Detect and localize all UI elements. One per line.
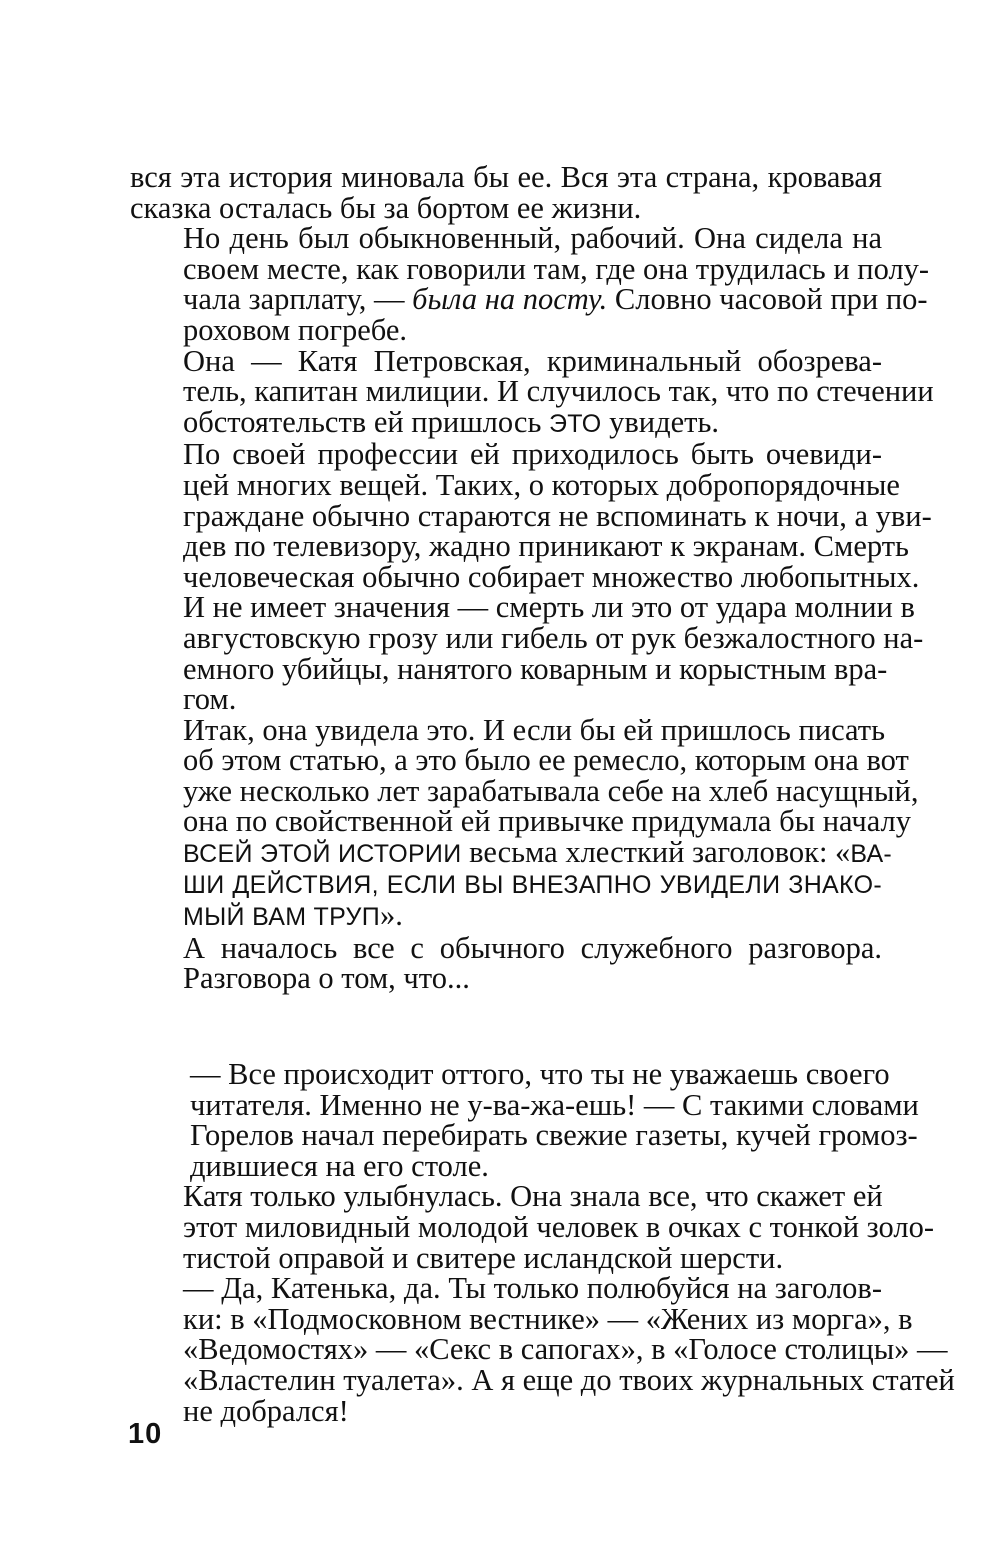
text-line: своем месте, как говорили там, где она трудилась и полу- bbox=[183, 251, 930, 286]
text-line: граждане обычно стараются не вспоминать к ночи, а уви- bbox=[183, 498, 932, 533]
text-fragment: Словно часовой при по- bbox=[607, 282, 928, 317]
text-fragment: увидеть. bbox=[601, 404, 719, 439]
text-line: А началось все с обычного служебного разговора. bbox=[183, 930, 882, 965]
text-line: — Все происходит оттого, что ты не уважаешь своего bbox=[190, 1057, 890, 1092]
paragraph bbox=[130, 162, 882, 223]
paragraph bbox=[130, 712, 919, 933]
caps-phrase: ВА- bbox=[850, 840, 893, 869]
text-line: тель, капитан милиции. И случилось так, что по стечении bbox=[183, 374, 934, 409]
text-line bbox=[130, 282, 928, 317]
text-line: вся эта история миновала бы ее. Вся эта страна, кровавая bbox=[130, 160, 882, 194]
text-line: По своей профессии ей приходилось быть очевиди- bbox=[183, 437, 882, 472]
text-line: Катя только улыбнулась. Она знала все, что скажет ей bbox=[183, 1179, 883, 1214]
text-fragment: ». bbox=[380, 898, 403, 933]
paragraph bbox=[130, 1179, 934, 1275]
text-line: об этом статью, а это было ее ремесло, которым она вот bbox=[183, 743, 909, 778]
text-line: емного убийцы, нанятого коварным и корыстным вра- bbox=[183, 651, 888, 686]
text-line: роховом погребе. bbox=[183, 312, 408, 347]
text-fragment: весьма хлесткий заголовок: « bbox=[461, 835, 851, 870]
paragraph bbox=[130, 930, 882, 996]
text-line: «Ведомостях» — «Секс в сапогах», в «Голосе столицы» — bbox=[183, 1332, 948, 1367]
text-line: цей многих вещей. Таких, о которых добропорядочные bbox=[183, 467, 900, 502]
text-fragment: чала зарплату, — bbox=[183, 282, 413, 317]
text-line: она по свойственной ей привычке придумала бы началу bbox=[183, 804, 911, 839]
text-line: Горелов начал перебирать свежие газеты, кучей громоз- bbox=[190, 1118, 918, 1153]
text-line: тистой оправой и свитере исландской шерсти. bbox=[183, 1240, 784, 1275]
caps-phrase: МЫЙ ВАМ ТРУП bbox=[183, 903, 381, 932]
text-line: августовскую грозу или гибель от рук безжалостного на- bbox=[183, 620, 924, 655]
book-page-text bbox=[130, 160, 955, 1428]
text-line: — Да, Катенька, да. Ты только полюбуйся на заголов- bbox=[183, 1271, 882, 1306]
text-line: этот миловидный молодой человек в очках с тонкой золо- bbox=[183, 1210, 934, 1244]
text-line: ки: в «Подмосковном вестнике» — «Жених из морга», в bbox=[183, 1301, 913, 1336]
text-line: ШИ ДЕЙСТВИЯ, ЕСЛИ ВЫ ВНЕЗАПНО УВИДЕЛИ ЗНАКО- bbox=[183, 870, 882, 899]
text-line: дев по телевизору, жадно приникают к экранам. Смерть bbox=[183, 529, 909, 564]
caps-phrase: ВСЕЙ ЭТОЙ ИСТОРИИ bbox=[183, 840, 462, 869]
paragraph bbox=[130, 1271, 955, 1428]
text-line: дившиеся на его столе. bbox=[190, 1148, 489, 1183]
text-line bbox=[130, 835, 893, 870]
text-line: «Властелин туалета». А я еще до твоих журнальных статей bbox=[183, 1362, 955, 1397]
text-line: не добрался! bbox=[183, 1393, 349, 1428]
text-line: гом. bbox=[183, 682, 237, 717]
section-break bbox=[130, 994, 882, 1059]
text-line: Она — Катя Петровская, криминальный обозрева- bbox=[183, 343, 882, 378]
text-line bbox=[130, 900, 882, 933]
text-line: Разговора о том, что... bbox=[183, 961, 470, 996]
page-number: 10 bbox=[128, 1418, 163, 1450]
text-line: сказка осталась бы за бортом ее жизни. bbox=[130, 190, 642, 225]
paragraph bbox=[130, 343, 934, 440]
text-line bbox=[130, 404, 882, 440]
text-line: уже несколько лет зарабатывала себе на хлеб насущный, bbox=[183, 773, 919, 808]
italic-phrase: была на посту. bbox=[412, 282, 608, 317]
text-line: человеческая обычно собирает множество любопытных. bbox=[183, 559, 920, 594]
text-line: Итак, она увидела это. И если бы ей пришлось писать bbox=[183, 712, 885, 747]
paragraph bbox=[130, 437, 932, 717]
paragraph bbox=[130, 221, 930, 347]
text-line: Но день был обыкновенный, рабочий. Она сидела на bbox=[183, 221, 882, 256]
text-line: читателя. Именно не у-ва-жа-ешь! — С такими словами bbox=[190, 1087, 919, 1122]
text-line: И не имеет значения — смерть ли это от удара молнии в bbox=[183, 590, 915, 625]
paragraph bbox=[130, 1057, 919, 1183]
text-fragment: обстоятельств ей пришлось bbox=[183, 404, 549, 439]
caps-word: ЭТО bbox=[549, 409, 602, 438]
